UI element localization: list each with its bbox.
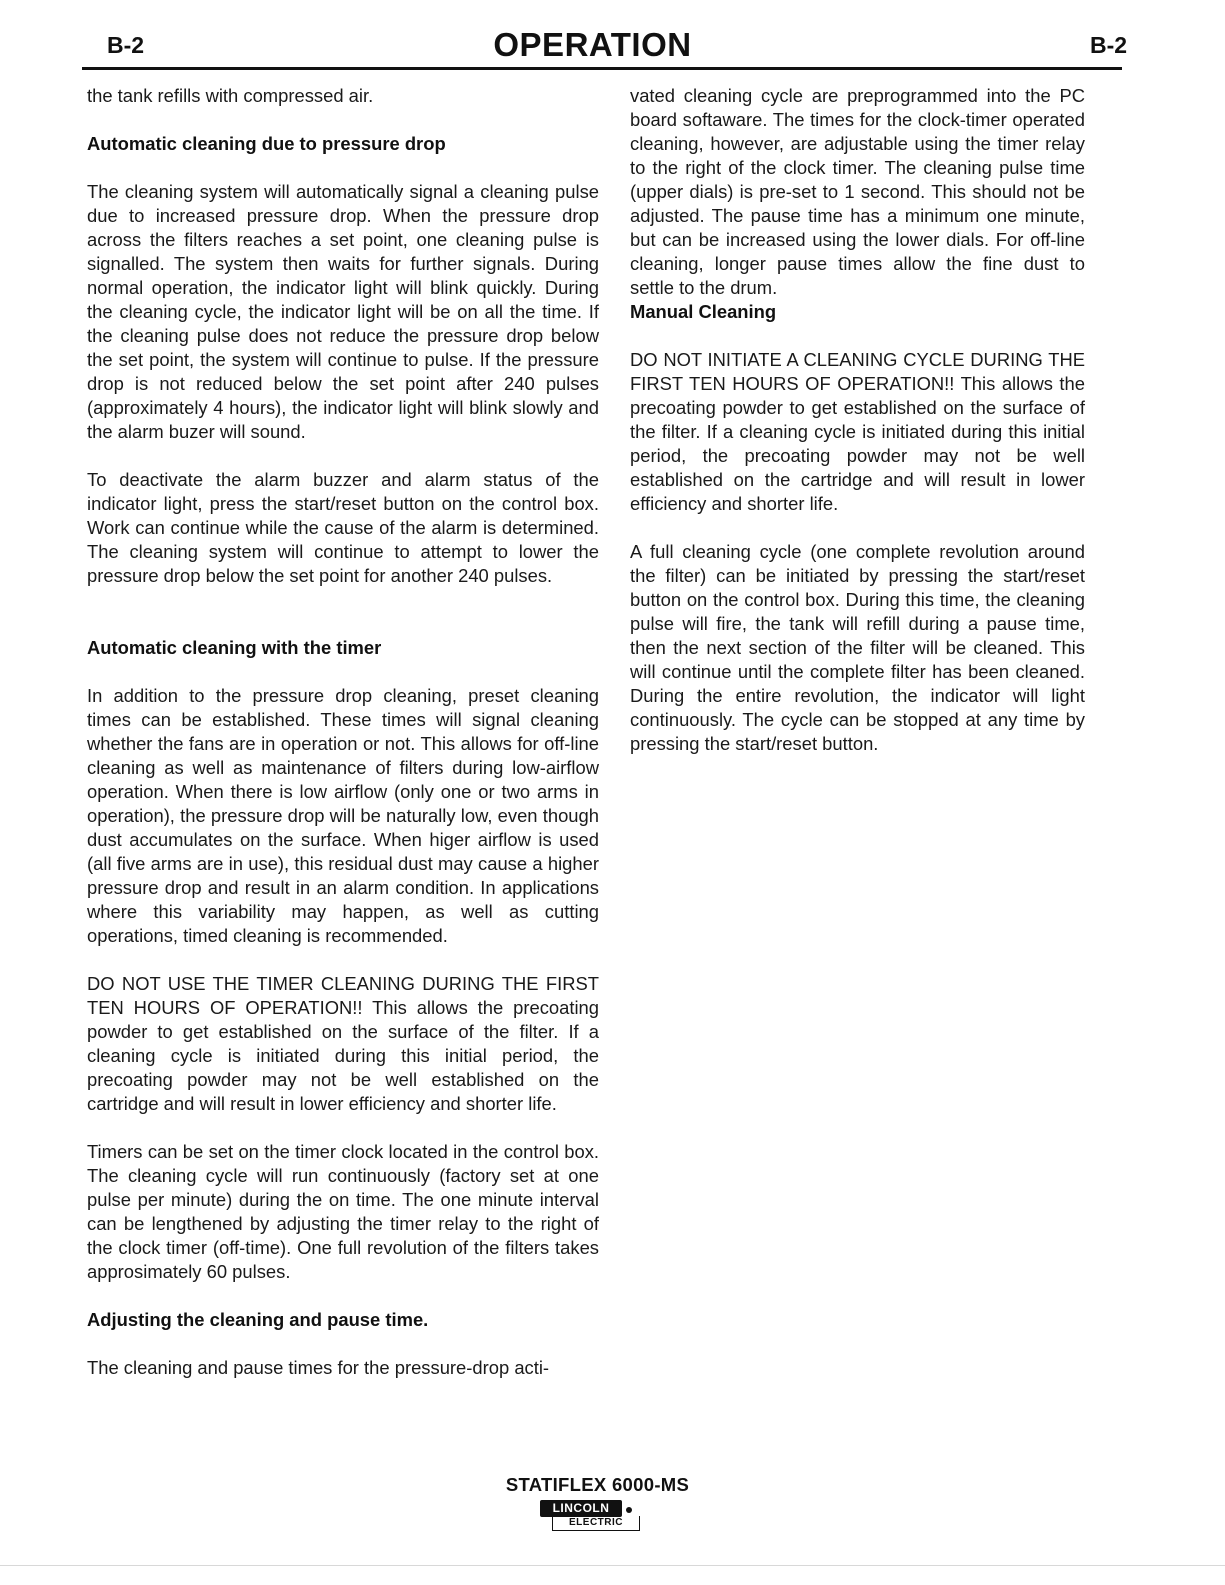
heading-timer: Automatic cleaning with the timer <box>87 637 382 658</box>
logo-bottom-text: ELECTRIC <box>552 1516 640 1531</box>
model-name: STATIFLEX 6000-MS <box>505 1474 690 1495</box>
paragraph-timer-1: In addition to the pressure drop cleaning, preset cleaning times can be established. These times will signal cleaning whether the fans are in operation or not. This allows for off-line cleaning as well as maintenance of filters during low-airflow operation. When there is low airflow (only one or two arms in operation), the pressure drop will be naturally low, even though dust accumulates on the surface. When higer airflow is used (all five arms are in use), this residual dust may cause a higher pressure drop and result in an alarm condition. In applications where this variability may happen, as well as cutting operations, timed cleaning is recommended. <box>87 685 599 946</box>
paragraph-manual-2: A full cleaning cycle (one complete revolution around the filter) can be initiated by pressing the start/reset button on the control box. During this time, the cleaning pulse will fire, the tank will refill during a pause time, then the next section of the filter will be cleaned. This will continue until the complete filter has been cleaned. During the entire revolution, the indicator will light continuously. The cycle can be stopped at any time by pressing the start/reset button. <box>630 541 1085 754</box>
page-code-left: B-2 <box>107 32 145 58</box>
heading-manual-cleaning: Manual Cleaning <box>630 301 777 322</box>
paragraph-manual-1: DO NOT INITIATE A CLEANING CYCLE DURING THE FIRST TEN HOURS OF OPERATION!! This allows the precoating powder to get established on the surface of the filter. If a cleaning cycle is initiated during this initial period, the precoating powder may not be well established on the cartridge and will result in lower efficiency and shorter life. <box>630 349 1085 514</box>
page-bottom-edge <box>0 1565 1225 1566</box>
logo-dot-icon <box>626 1507 632 1513</box>
page-code-right: B-2 <box>1090 32 1128 58</box>
section-title: OPERATION <box>493 26 692 63</box>
paragraph-adjusting-1: The cleaning and pause times for the pressure-drop acti- <box>87 1357 550 1378</box>
paragraph-adjusting-cont: vated cleaning cycle are preprogrammed into the PC board softaware. The times for the clock-timer operated cleaning, however, are adjustable using the timer relay to the right of the clock timer. The cleaning pulse time (upper dials) is pre-set to 1 second. This should not be adjusted. The pause time has a minimum one minute, but can be increased using the lower dials. For off-line cleaning, longer pause times allow the fine dust to settle to the drum. <box>630 85 1085 298</box>
page-header <box>0 0 1225 70</box>
left-column <box>87 84 599 1380</box>
heading-adjusting: Adjusting the cleaning and pause time. <box>87 1309 429 1330</box>
paragraph-timer-3: Timers can be set on the timer clock located in the control box. The cleaning cycle will run continuously (factory set at one pulse per minute) during the on time. The one minute interval can be lengthened by adjusting the timer relay to the right of the clock timer (off-time). One full revolution of the filters takes approsimately 60 pulses. <box>87 1141 599 1282</box>
logo-top-text: LINCOLN <box>540 1500 622 1517</box>
right-column <box>630 84 1085 756</box>
paragraph-pressure-2: To deactivate the alarm buzzer and alarm status of the indicator light, press the start/reset button on the control box. Work can continue while the cause of the alarm is determined. The cleaning system will continue to attempt to lower the pressure drop below the set point for another 240 pulses. <box>87 469 599 586</box>
paragraph-intro: the tank refills with compressed air. <box>87 85 374 106</box>
paragraph-pressure-1: The cleaning system will automatically signal a cleaning pulse due to increased pressure drop. When the pressure drop across the filters reaches a set point, one cleaning pulse is signalled. The system then waits for further signals. During normal operation, the indicator light will blink quickly. During the cleaning cycle, the indicator light will be on all the time. If the cleaning pulse does not reduce the pressure drop below the set point, the system will continue to pulse. If the pressure drop is not reduced below the set point after 240 pulses (approximately 4 hours), the indicator light will blink slowly and the alarm buzer will sound. <box>87 181 599 442</box>
heading-pressure-drop: Automatic cleaning due to pressure drop <box>87 133 446 154</box>
header-rule <box>82 67 1122 70</box>
lincoln-electric-logo <box>538 1500 642 1534</box>
paragraph-timer-2: DO NOT USE THE TIMER CLEANING DURING THE FIRST TEN HOURS OF OPERATION!! This allows the precoating powder to get established on the surface of the filter. If a cleaning cycle is initiated during this initial period, the precoating powder may not be well established on the cartridge and will result in lower efficiency and shorter life. <box>87 973 599 1114</box>
